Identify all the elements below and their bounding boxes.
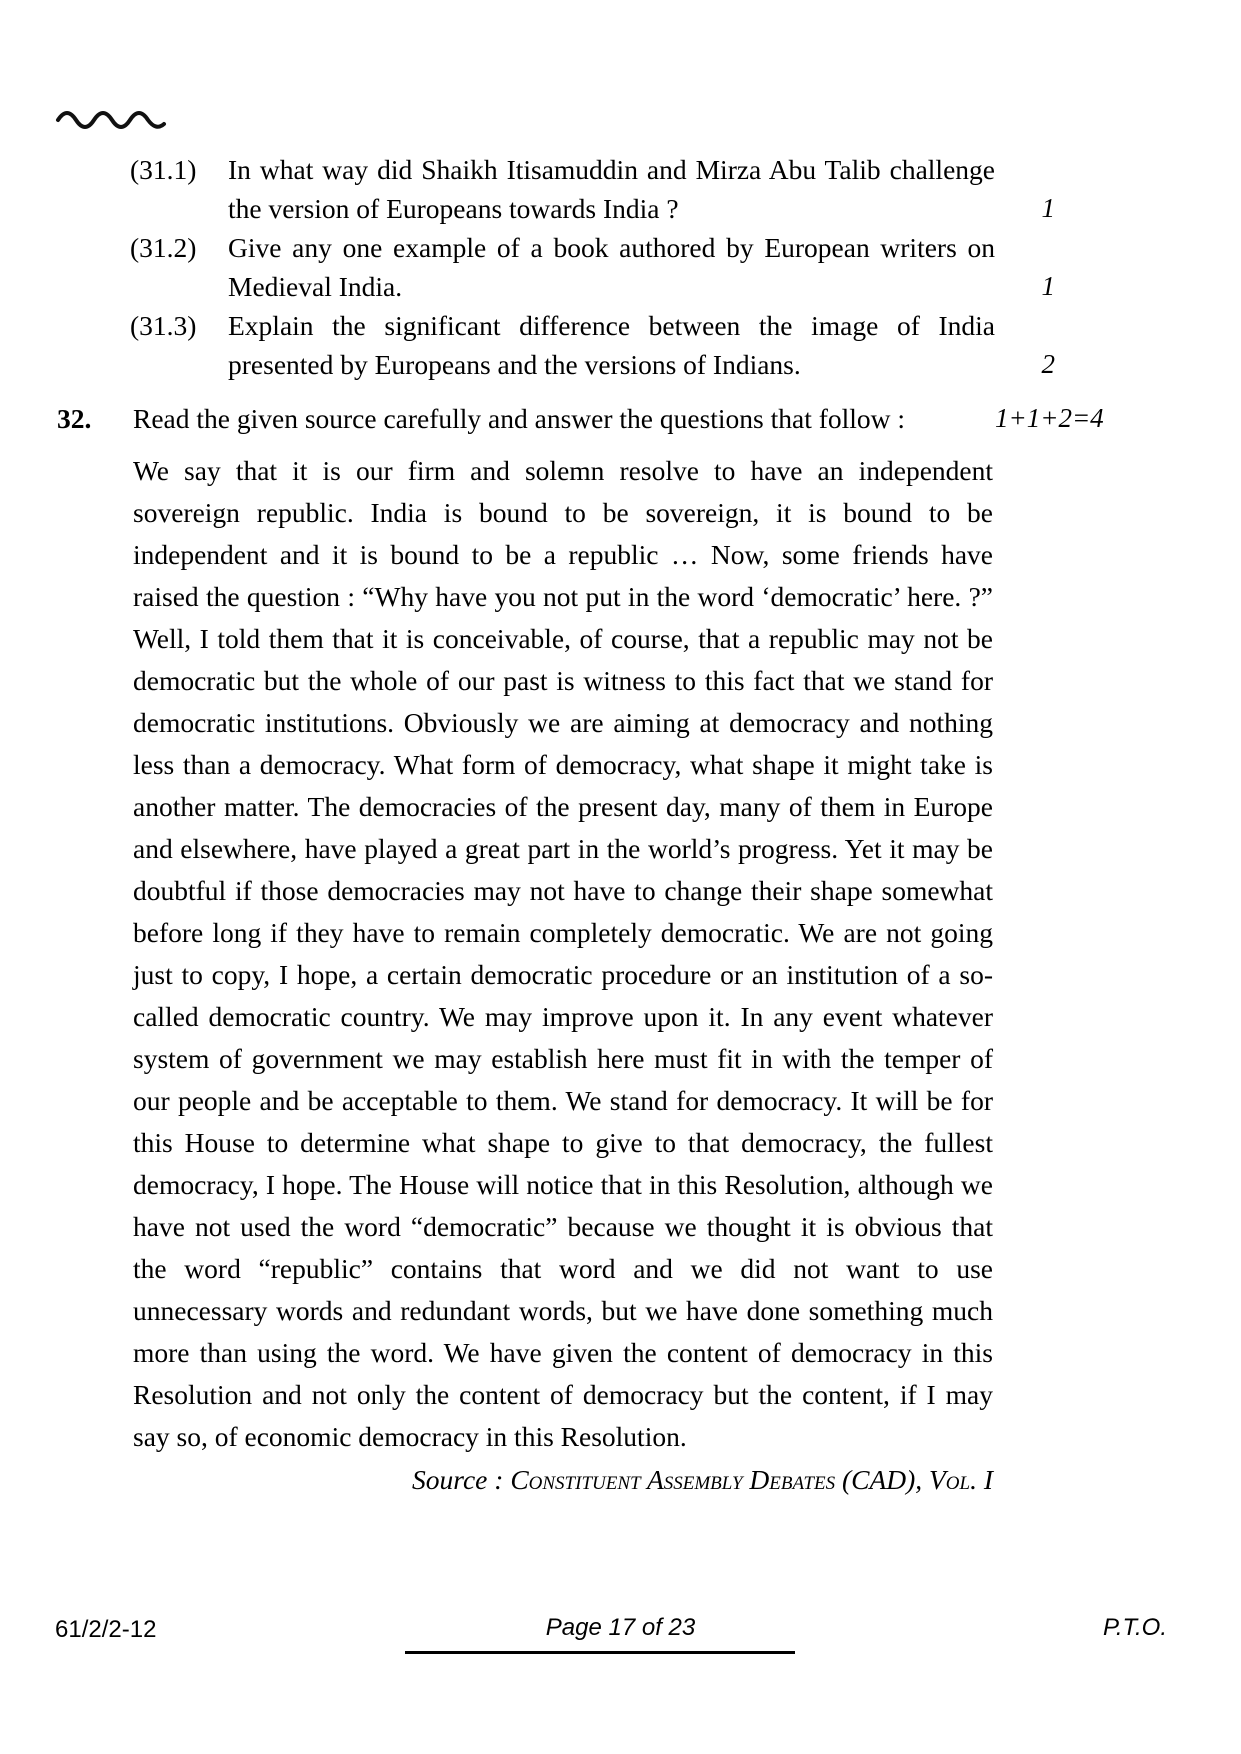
source-label: Source : bbox=[412, 1464, 511, 1495]
page-footer bbox=[0, 1614, 1241, 1674]
paper-code: 61/2/2-12 bbox=[55, 1616, 157, 1643]
question-number: 32. bbox=[57, 403, 92, 434]
page-number: Page 17 of 23 bbox=[545, 1614, 696, 1641]
question-stem: Read the given source carefully and answer the questions that follow : bbox=[133, 403, 906, 434]
page-content bbox=[0, 150, 1241, 1502]
question-row-31-2 bbox=[130, 228, 1055, 306]
question-number: (31.1) bbox=[130, 154, 197, 185]
question-marks: 2 bbox=[1041, 349, 1055, 379]
question-text: Give any one example of a book authored by European writers on Medieval India. bbox=[228, 232, 995, 302]
question-marks: 1 bbox=[1041, 193, 1055, 223]
source-title: Constituent Assembly Debates (CAD), Vol. I bbox=[510, 1464, 993, 1495]
pto-label: P.T.O. bbox=[1102, 1614, 1167, 1641]
squiggle-mark bbox=[54, 98, 172, 136]
footer-rule bbox=[405, 1651, 795, 1654]
question-text: In what way did Shaikh Itisamuddin and Mirza Abu Talib challenge the version of Europeans towards India ? bbox=[228, 154, 995, 224]
question-row-31-3 bbox=[130, 306, 1055, 384]
question-number: (31.3) bbox=[130, 310, 197, 341]
source-passage: We say that it is our firm and solemn resolve to have an independent sovereign republic. India is bound to be sovereign, it is bound to be independent and it is bound to be a republic … Now, some friends have raised the question : “Why have you not put in the word ‘democratic’ here. ?” Well, I told them that it is conceivable, of course, that a republic may not be democratic but the whole of our past is witness to this fact that we stand for democratic institutions. Obviously we are aiming at democracy and nothing less than a democracy. What form of democracy, what shape it might take is another matter. The democracies of the present day, many of them in Europe and elsewhere, have played a great part in the world’s progress. Yet it may be doubtful if those democracies may not have to change their shape somewhat before long if they have to remain completely democratic. We are not going just to copy, I hope, a certain democratic procedure or an institution of a so-called democratic country. We may improve upon it. In any event whatever system of government we may establish here must fit in with the temper of our people and be acceptable to them. We stand for democracy. It will be for this House to determine what shape to give to that democracy, the fullest democracy, I hope. The House will notice that in this Resolution, although we have not used the word “democratic” because we thought it is obvious that the word “republic” contains that word and we did not want to use unnecessary words and redundant words, but we have done something much more than using the word. We have given the content of democracy in this Resolution and not only the content of democracy but the content, if I may say so, of economic democracy in this Resolution. bbox=[133, 455, 993, 1452]
question-number: (31.2) bbox=[130, 232, 197, 263]
question-31-block bbox=[130, 150, 1055, 384]
question-marks: 1+1+2=4 bbox=[995, 403, 1104, 433]
question-32-header bbox=[57, 399, 1104, 438]
question-marks: 1 bbox=[1041, 271, 1055, 301]
source-attribution bbox=[133, 1458, 993, 1502]
question-row-31-1 bbox=[130, 150, 1055, 228]
question-text: Explain the significant difference between the image of India presented by Europeans and the versions of Indians. bbox=[228, 310, 995, 380]
